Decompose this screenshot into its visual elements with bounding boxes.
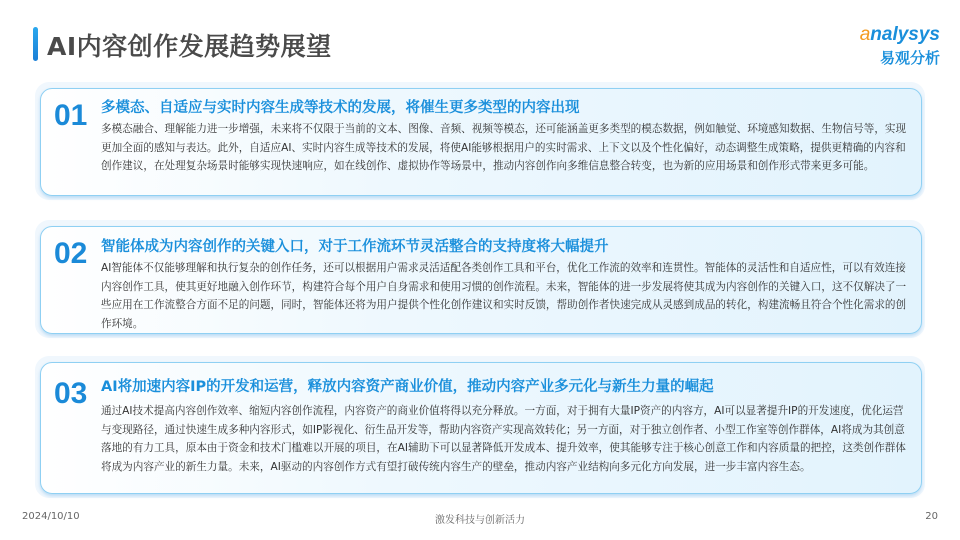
card-heading: 多模态、自适应与实时内容生成等技术的发展，将催生更多类型的内容出现: [101, 100, 580, 116]
analysys-logo: [860, 24, 940, 68]
trend-card-3: [40, 362, 922, 494]
card-body: 多模态融合、理解能力进一步增强，未来将不仅限于当前的文本、图像、音频、视频等模态，还可能涵盖更多类型的模态数据，例如触觉、环境感知数据、生物信号等，实现更加全面的感知与表达。此外，自适应AI、实时内容生成等技术的发展，将使AI能够根据用户的实时需求、上下文以及个性化偏好，动态调整生成策略，提供更精确的内容和创作建议，在处理复杂场景时能够实现快速响应，如在线创作、虚拟协作等场景中，推动内容创作向多维信息整合转变，也为新的应用场景和创作形式带来更多可能。: [101, 123, 907, 172]
logo-mark: a: [859, 24, 871, 45]
page-number: 20: [925, 511, 938, 522]
footer-slogan: 激发科技与创新活力: [435, 515, 525, 526]
card-heading: AI将加速内容IP的开发和运营，释放内容资产商业价值，推动内容产业多元化与新生力量的崛起: [101, 379, 714, 395]
logo-cn: 易观分析: [879, 49, 940, 67]
trend-card-1: [40, 88, 922, 196]
card-body: 通过AI技术提高内容创作效率、缩短内容创作流程，内容资产的商业价值将得以充分释放。一方面，对于拥有大量IP资产的内容方，AI可以显著提升IP的开发速度，优化运营与变现路径，通过快速生成多种内容形式，如IP影视化、衍生品开发等，帮助内容资产实现高效转化；另一方面，对于独立创作者、小型工作室等创作群体，AI将成为其创意落地的有力工具，原本由于资金和技术门槛难以开展的项目，在AI辅助下可以显著降低开发成本、提升效率，使其能够专注于核心创意工作和内容质量的把控，这类创作群体将成为内容产业的新生力量。未来，AI驱动的内容创作方式有望打破传统内容生产的壁垒，推动内容产业结构向多元化方向发展，进一步丰富内容生态。: [101, 405, 906, 473]
card-body: AI智能体不仅能够理解和执行复杂的创作任务，还可以根据用户需求灵活适配各类创作工具和平台，优化工作流的效率和连贯性。智能体的灵活性和自适应性，可以有效连接内容创作工具，使其更好地融入创作环节，构建符合每个用户自身需求和使用习惯的创作流程。未来，智能体的进一步发展将使其成为内容创作的关键入口，这不仅解决了一些应用在工作流整合方面不足的问题，同时，智能体还将为用户提供个性化创作建议和实时反馈，帮助创作者快速完成从灵感到成品的转化，构建流畅且符合个性化需求的创作环境。: [101, 262, 907, 330]
card-number: 02: [54, 237, 88, 270]
title-accent-bar: [33, 27, 38, 61]
logo-wordmark: nalysys: [870, 24, 940, 45]
page-title: AI内容创作发展趋势展望: [47, 32, 332, 61]
card-heading: 智能体成为内容创作的关键入口，对于工作流环节灵活整合的支持度将大幅提升: [101, 239, 609, 255]
card-number: 03: [54, 377, 88, 410]
footer-date: 2024/10/10: [22, 511, 80, 522]
trend-card-2: [40, 226, 922, 334]
card-number: 01: [54, 99, 88, 132]
